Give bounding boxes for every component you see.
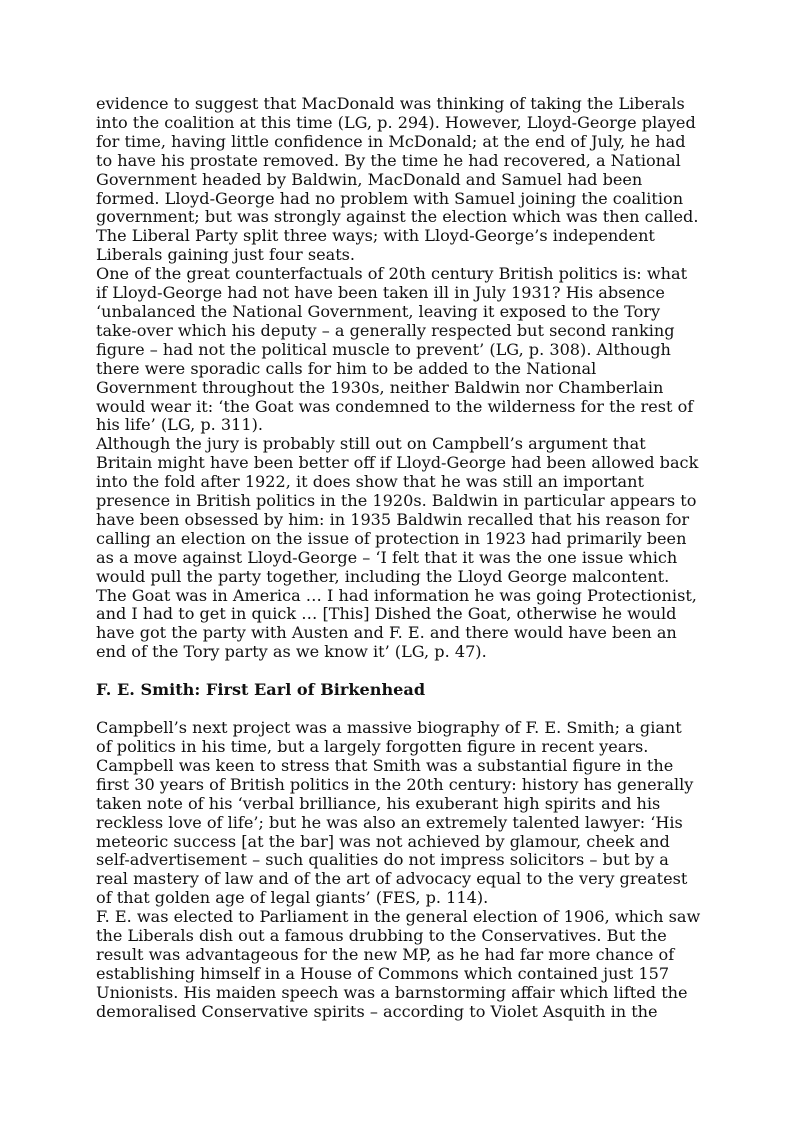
paragraph [96, 435, 716, 662]
body-text-before-heading [96, 95, 716, 662]
text-line: Campbell’s next project was a massive biography of F. E. Smith; a giant [96, 718, 682, 738]
paragraph [96, 95, 716, 265]
text-line: there were sporadic calls for him to be added to the National [96, 358, 597, 378]
text-line: Campbell was keen to stress that Smith was a substantial figure in the [96, 755, 674, 775]
text-line: meteoric success [at the bar] was not achieved by glamour, cheek and [96, 831, 670, 851]
text-line: calling an election on the issue of protection in 1923 had primarily been [96, 528, 687, 548]
text-line: Liberals gaining just four seats. [96, 245, 356, 265]
text-line: of politics in his time, but a largely forgotten figure in recent years. [96, 737, 649, 756]
paragraph [96, 719, 716, 908]
text-line: figure – had not the political muscle to prevent’ (LG, p. 308). Although [96, 339, 671, 359]
text-line: evidence to suggest that MacDonald was thinking of taking the Liberals [96, 94, 685, 113]
text-line: if Lloyd-George had not have been taken ill in July 1931? His absence [96, 283, 665, 303]
paragraph [96, 265, 716, 435]
text-line: Unionists. His maiden speech was a barnstorming affair which lifted the [96, 982, 688, 1002]
text-line: taken note of his ‘verbal brilliance, his exuberant high spirits and his [96, 793, 661, 813]
text-line: Government throughout the 1930s, neither Baldwin nor Chamberlain [96, 377, 664, 397]
paragraph [96, 908, 716, 1021]
text-line: F. E. was elected to Parliament in the general election of 1906, which saw [96, 907, 701, 927]
text-line: for time, having little confidence in McDonald; at the end of July, he had [96, 131, 686, 151]
text-line: would pull the party together, including the Lloyd George malcontent. [96, 566, 670, 586]
text-line: The Liberal Party split three ways; with Lloyd-George’s independent [96, 226, 655, 246]
text-line: reckless love of life’; but he was also an extremely talented lawyer: ‘His [96, 812, 683, 832]
text-line: have been obsessed by him: in 1935 Baldwin recalled that his reason for [96, 509, 690, 529]
text-line: take-over which his deputy – a generally respected but second ranking [96, 320, 675, 340]
text-line: The Goat was in America … I had information he was going Protectionist, [96, 585, 697, 605]
text-line: Government headed by Baldwin, MacDonald and Samuel had been [96, 169, 643, 189]
text-line: the Liberals dish out a famous drubbing to the Conservatives. But the [96, 926, 667, 946]
text-line: end of the Tory party as we know it’ (LG, p. 47). [96, 642, 487, 662]
text-line: as a move against Lloyd-George – ‘I felt that it was the one issue which [96, 547, 678, 567]
text-line: government; but was strongly against the election which was then called. [96, 207, 699, 227]
text-line: into the fold after 1922, it does show that he was still an important [96, 472, 644, 492]
text-line: real mastery of law and of the art of advocacy equal to the very greatest [96, 869, 688, 889]
text-line: demoralised Conservative spirits – according to Violet Asquith in the [96, 1001, 658, 1021]
body-text-after-heading [96, 719, 716, 1022]
text-line: to have his prostate removed. By the time he had recovered, a National [96, 150, 681, 170]
text-line: of that golden age of legal giants’ (FES, p. 114). [96, 888, 489, 908]
text-line: his life’ (LG, p. 311). [96, 415, 264, 435]
section-heading: F. E. Smith: First Earl of Birkenhead [96, 680, 426, 700]
document-page [96, 95, 716, 1022]
text-line: first 30 years of British politics in the 20th century: history has generally [96, 774, 694, 794]
text-line: Although the jury is probably still out on Campbell’s argument that [96, 434, 646, 454]
text-line: self-advertisement – such qualities do not impress solicitors – but by a [96, 850, 669, 870]
text-line: ‘unbalanced the National Government, leaving it exposed to the Tory [96, 301, 661, 321]
text-line: One of the great counterfactuals of 20th century British politics is: what [96, 264, 688, 284]
text-line: establishing himself in a House of Commons which contained just 157 [96, 963, 670, 983]
text-line: formed. Lloyd-George had no problem with Samuel joining the coalition [96, 188, 684, 208]
text-line: Britain might have been better off if Lloyd-George had been allowed back [96, 453, 699, 473]
text-line: result was advantageous for the new MP, as he had far more chance of [96, 944, 675, 964]
text-line: into the coalition at this time (LG, p. 294). However, Lloyd-George played [96, 112, 696, 132]
text-line: would wear it: ‘the Goat was condemned to the wilderness for the rest of [96, 396, 694, 416]
text-line: have got the party with Austen and F. E. and there would have been an [96, 623, 677, 643]
text-line: and I had to get in quick … [This] Dished the Goat, otherwise he would [96, 604, 677, 624]
text-line: presence in British politics in the 1920s. Baldwin in particular appears to [96, 491, 697, 511]
